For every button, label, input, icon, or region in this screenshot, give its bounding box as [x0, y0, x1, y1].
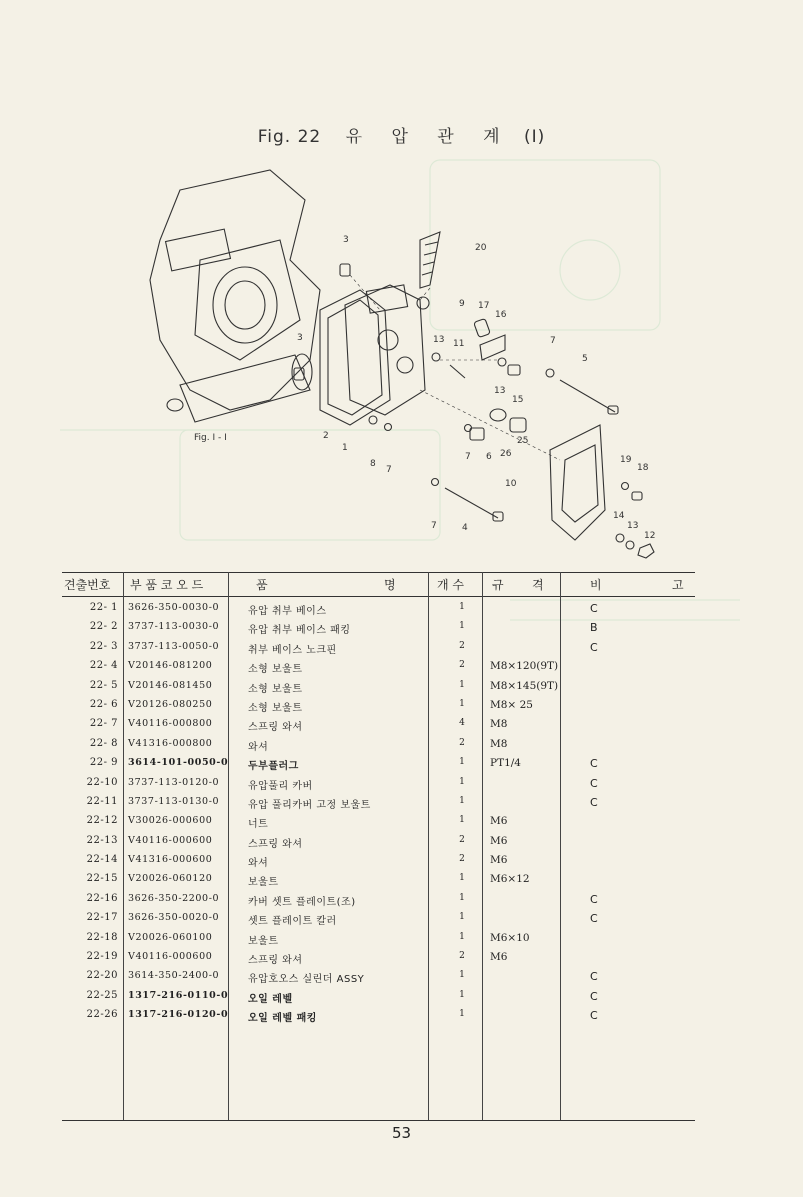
- cell-name: 유압호오스 실린더 ASSY: [248, 974, 365, 986]
- cell-note: C: [590, 640, 598, 654]
- cell-name: 보울트: [248, 935, 279, 947]
- cell-spec: M8× 25: [490, 698, 533, 711]
- cell-spec: M6: [490, 854, 508, 867]
- cell-code: 3737-113-0030-0: [128, 621, 220, 633]
- cell-no: 22- 4: [89, 660, 118, 672]
- callout-15: 15: [512, 395, 524, 405]
- cell-no: 22-18: [86, 931, 118, 943]
- cell-qty: 1: [459, 815, 465, 826]
- page-number: 53: [391, 1124, 412, 1142]
- table-row: [62, 1007, 695, 1026]
- cell-code: V20126-080250: [128, 698, 213, 710]
- cell-qty: 4: [459, 718, 465, 729]
- cell-qty: 1: [459, 931, 465, 942]
- cell-code: V20146-081450: [128, 679, 213, 691]
- callout-7d: 7: [431, 521, 437, 531]
- cell-qty: 2: [459, 640, 465, 651]
- callout-20: 20: [475, 243, 487, 253]
- cell-code: 3626-350-0020-0: [128, 912, 220, 924]
- table-row: [62, 600, 695, 619]
- cell-code: 3614-101-0050-0: [128, 757, 229, 769]
- cell-note: C: [590, 757, 598, 771]
- cell-qty: 1: [459, 698, 465, 709]
- cell-code: V40116-000600: [128, 951, 213, 963]
- cell-note: B: [590, 621, 598, 635]
- header-code: 부 품 코 오 드: [130, 578, 204, 592]
- table-row: [62, 910, 695, 929]
- callout-14: 14: [613, 511, 625, 521]
- header-name-2: 명: [384, 578, 396, 592]
- callout-19: 19: [620, 455, 632, 465]
- table-header-rule: [62, 596, 695, 597]
- figure-title: [0, 122, 803, 147]
- cell-name: 너트: [248, 819, 269, 831]
- header-name: 품: [256, 578, 268, 592]
- callout-7b: 7: [386, 465, 392, 475]
- cell-name: 스프링 와셔: [248, 838, 303, 850]
- cell-note: C: [590, 892, 598, 906]
- cell-no: 22-12: [86, 815, 118, 827]
- cell-qty: 2: [459, 951, 465, 962]
- cell-name: 유압 풀리카버 고정 보울트: [248, 799, 371, 811]
- cell-name: 소형 보울트: [248, 664, 303, 676]
- cell-code: 1317-216-0120-0: [128, 1009, 229, 1021]
- table-row: [62, 678, 695, 697]
- cell-name: 소형 보울트: [248, 702, 303, 714]
- header-spec: 규: [492, 578, 504, 592]
- cell-spec: M6: [490, 951, 508, 964]
- cell-spec: PT1/4: [490, 757, 521, 770]
- cell-no: 22- 7: [89, 718, 118, 730]
- callout-9: 9: [459, 299, 465, 309]
- callout-13: 13: [433, 335, 445, 345]
- table-row: [62, 988, 695, 1007]
- cell-qty: 1: [459, 873, 465, 884]
- cell-name: 와셔: [248, 741, 269, 753]
- callout-7: 7: [550, 336, 556, 346]
- cell-no: 22-19: [86, 951, 118, 963]
- cell-qty: 2: [459, 854, 465, 865]
- cell-code: V40116-000800: [128, 718, 213, 730]
- cell-no: 22- 9: [89, 757, 118, 769]
- header-spec-2: 격: [532, 578, 544, 592]
- cell-qty: 1: [459, 1009, 465, 1020]
- table-row: [62, 852, 695, 871]
- cell-no: 22-17: [86, 912, 118, 924]
- cell-code: V20146-081200: [128, 660, 213, 672]
- cell-no: 22- 6: [89, 698, 118, 710]
- callout-13c: 13: [627, 521, 639, 531]
- cell-name: 유압 취부 베이스 패킹: [248, 625, 351, 637]
- cell-no: 22- 8: [89, 737, 118, 749]
- cell-qty: 1: [459, 912, 465, 923]
- cell-code: 3737-113-0130-0: [128, 795, 220, 807]
- cell-name: 유압풀리 카버: [248, 780, 313, 792]
- cell-note: C: [590, 989, 598, 1003]
- cell-no: 22- 5: [89, 679, 118, 691]
- cell-note: C: [590, 795, 598, 809]
- callout-4: 4: [462, 523, 468, 533]
- header-qty: 개 수: [437, 578, 464, 592]
- cell-spec: M6×10: [490, 931, 530, 944]
- table-row: [62, 619, 695, 638]
- figure-title-korean: 유 압 관 계: [345, 127, 512, 147]
- cell-qty: 1: [459, 776, 465, 787]
- cell-no: 22-25: [86, 989, 118, 1001]
- header-note-2: 고: [672, 578, 684, 592]
- cell-code: 3626-350-2200-0: [128, 892, 220, 904]
- cell-no: 22- 1: [89, 602, 118, 613]
- callout-18: 18: [637, 463, 649, 473]
- callout-3: 3: [343, 235, 349, 245]
- cell-qty: 1: [459, 795, 465, 806]
- table-row: [62, 794, 695, 813]
- cell-code: 3737-113-0050-0: [128, 640, 220, 652]
- table-row: [62, 949, 695, 968]
- cell-note: C: [590, 1009, 598, 1023]
- cell-no: 22-15: [86, 873, 118, 885]
- cell-qty: 1: [459, 602, 465, 612]
- callout-12: 12: [644, 531, 656, 541]
- cell-qty: 1: [459, 892, 465, 903]
- table-row: [62, 813, 695, 832]
- table-row: [62, 639, 695, 658]
- table-row: [62, 871, 695, 890]
- callout-7c: 7: [465, 452, 471, 462]
- table-row: [62, 930, 695, 949]
- cell-name: 두부플러그: [248, 761, 299, 773]
- table-row: [62, 658, 695, 677]
- callout-8: 8: [370, 459, 376, 469]
- table-row: [62, 736, 695, 755]
- cell-spec: M8: [490, 737, 508, 750]
- callout-11: 11: [453, 339, 465, 349]
- table-row: [62, 697, 695, 716]
- cell-no: 22-13: [86, 834, 118, 846]
- cell-qty: 1: [459, 757, 465, 768]
- cell-spec: M8: [490, 718, 508, 731]
- table-top-rule: [62, 572, 695, 573]
- cell-no: 22-26: [86, 1009, 118, 1021]
- callout-3b: 3: [297, 333, 303, 343]
- cell-qty: 1: [459, 679, 465, 690]
- cell-name: 소형 보울트: [248, 683, 303, 695]
- table-row: [62, 716, 695, 735]
- cell-code: V20026-060120: [128, 873, 213, 885]
- cell-qty: 2: [459, 660, 465, 671]
- cell-qty: 1: [459, 621, 465, 632]
- cell-name: 스프링 와셔: [248, 955, 303, 967]
- cell-spec: M6: [490, 815, 508, 828]
- cell-no: 22-11: [86, 795, 118, 807]
- callout-10: 10: [505, 479, 517, 489]
- header-no: 견출번호: [64, 578, 111, 592]
- parts-table-body: [62, 600, 695, 1027]
- table-row: [62, 755, 695, 774]
- cell-name: 와셔: [248, 858, 269, 870]
- cell-note: C: [590, 776, 598, 790]
- cell-spec: M8×145(9T): [490, 679, 559, 692]
- cell-code: V20026-060100: [128, 931, 213, 943]
- cell-code: V41316-000800: [128, 737, 213, 749]
- cell-name: 취부 베이스 노크핀: [248, 644, 337, 656]
- cell-no: 22-16: [86, 892, 118, 904]
- cell-code: 3737-113-0120-0: [128, 776, 220, 788]
- exploded-parts-diagram: [120, 160, 680, 570]
- cell-qty: 2: [459, 834, 465, 845]
- cell-name: 유압 취부 베이스: [248, 606, 327, 617]
- table-row: [62, 891, 695, 910]
- cell-name: 셋트 플레이트 칼러: [248, 916, 337, 928]
- figure-part: (I): [523, 127, 546, 147]
- cell-code: 3614-350-2400-0: [128, 970, 220, 982]
- cell-qty: 1: [459, 970, 465, 981]
- cell-no: 22- 2: [89, 621, 118, 633]
- table-row: [62, 968, 695, 987]
- cell-code: 1317-216-0110-0: [128, 989, 229, 1001]
- cell-note: C: [590, 912, 598, 926]
- cell-note: C: [590, 970, 598, 984]
- callout-13b: 13: [494, 386, 506, 396]
- cell-code: V40116-000600: [128, 834, 213, 846]
- callout-2: 2: [323, 431, 329, 441]
- table-row: [62, 775, 695, 794]
- cell-qty: 1: [459, 989, 465, 1000]
- cell-no: 22- 3: [89, 640, 118, 652]
- cell-name: 오일 레벨 패킹: [248, 1013, 317, 1025]
- cell-name: 보울트: [248, 877, 279, 889]
- cell-name: 카버 셋트 플레이트(조): [248, 896, 356, 908]
- cell-spec: M6×12: [490, 873, 530, 886]
- callout-5: 5: [582, 354, 588, 364]
- table-bottom-rule: [62, 1120, 695, 1121]
- cell-no: 22-10: [86, 776, 118, 788]
- cell-code: V41316-000600: [128, 854, 213, 866]
- cell-spec: M8×120(9T): [490, 660, 559, 673]
- callout-16: 16: [495, 310, 507, 320]
- callout-6: 6: [486, 452, 492, 462]
- callout-25: 25: [517, 436, 529, 446]
- cell-code: 3626-350-0030-0: [128, 602, 220, 613]
- cell-no: 22-14: [86, 854, 118, 866]
- cell-no: 22-20: [86, 970, 118, 982]
- callout-1: 1: [342, 443, 348, 453]
- cell-code: V30026-000600: [128, 815, 213, 827]
- cell-name: 오일 레벨: [248, 993, 293, 1005]
- callout-26: 26: [500, 449, 512, 459]
- cell-name: 스프링 와셔: [248, 722, 303, 734]
- cell-qty: 2: [459, 737, 465, 748]
- cell-note: C: [590, 602, 598, 615]
- reference-label: Fig. I - I: [194, 433, 227, 443]
- cell-spec: M6: [490, 834, 508, 847]
- callout-17: 17: [478, 301, 490, 311]
- header-note: 비: [590, 578, 602, 592]
- figure-number: Fig. 22: [257, 127, 322, 147]
- table-row: [62, 833, 695, 852]
